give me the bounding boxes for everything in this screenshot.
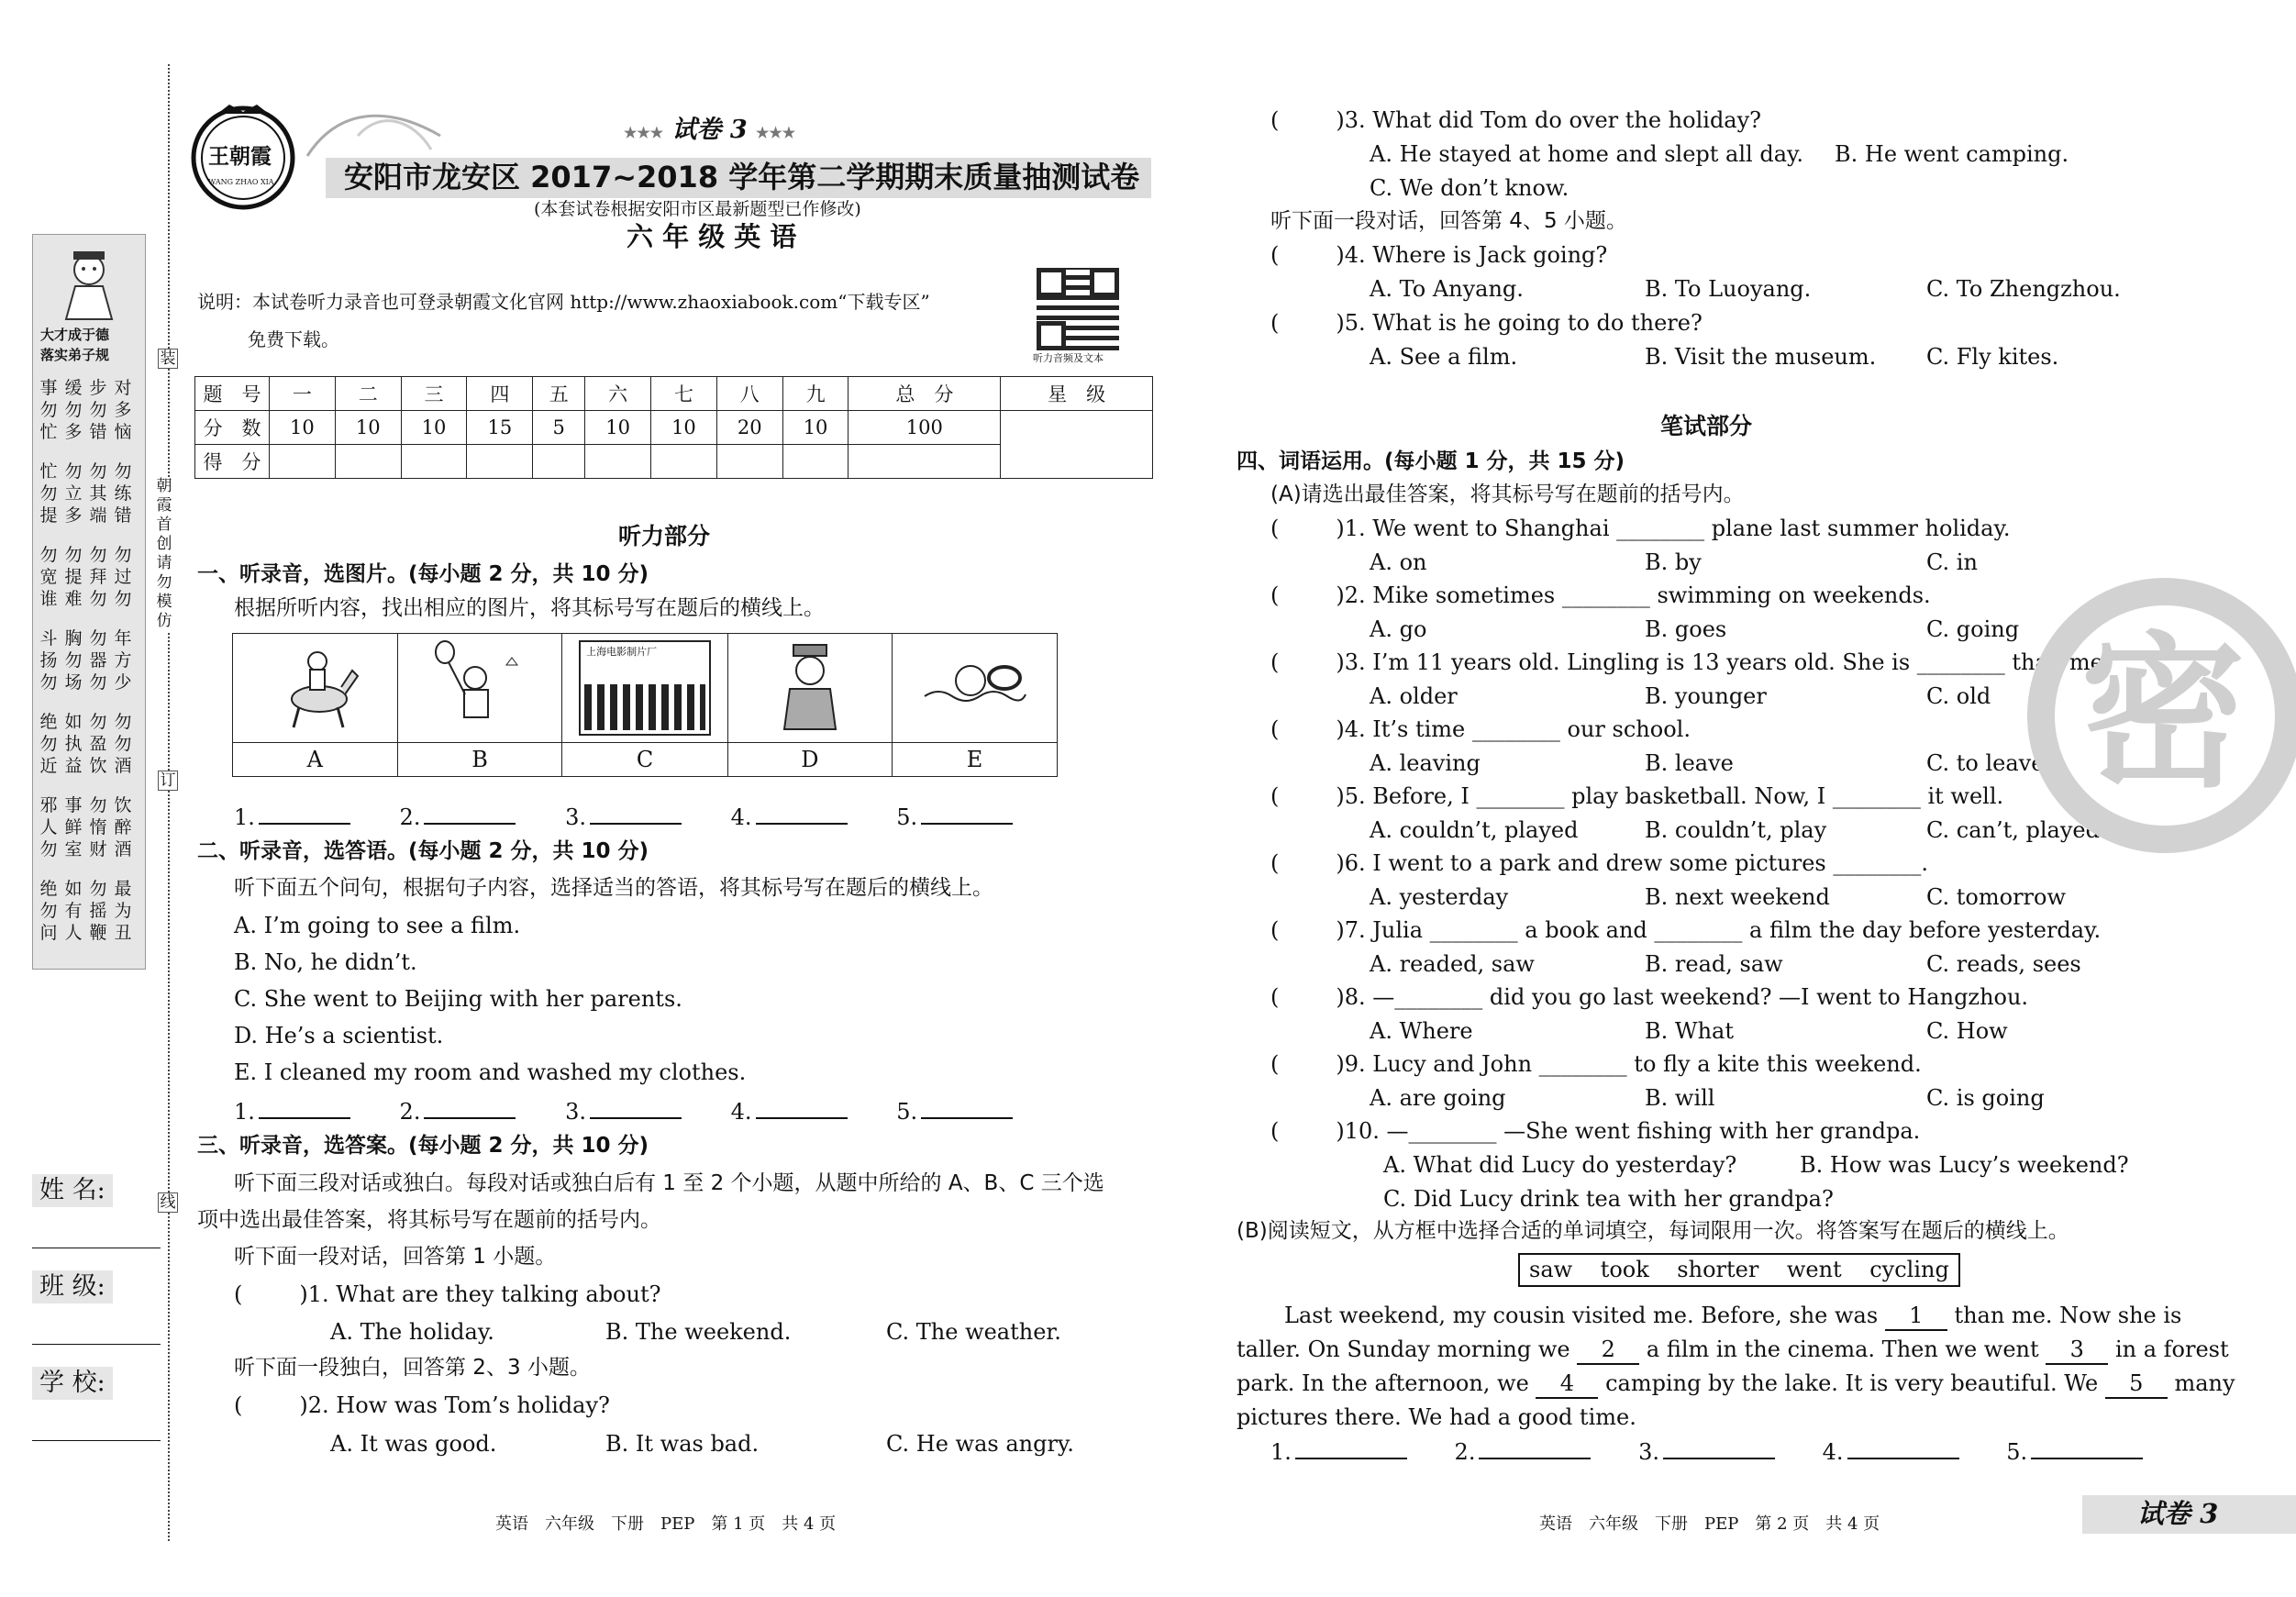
mc-question: ( )6. I went to a park and drew some pictures ________. — [1270, 850, 1928, 876]
answer-num: 3. — [565, 1099, 586, 1125]
question-5-text: 5. What is he going to do there? — [1344, 310, 1703, 336]
mc-option-a: A. are going — [1370, 1085, 1506, 1111]
corner-label: 试卷 3 — [2137, 1498, 2219, 1529]
score-got-cell[interactable] — [782, 445, 849, 479]
passage-text: many — [2174, 1370, 2235, 1396]
q4-option-b: B. To Luoyang. — [1645, 276, 1812, 302]
passage-blank-3[interactable]: 3 — [2046, 1336, 2108, 1365]
mc-option-a: A. yesterday — [1370, 884, 1509, 910]
score-table-row-header — [195, 377, 1153, 411]
mc-question: ( )8. —________ did you go last weekend? —I went to Hangzhou. — [1270, 984, 2029, 1010]
score-got-label: 得 分 — [195, 445, 270, 479]
score-col: 八 — [716, 377, 782, 411]
picture-label: D — [727, 743, 892, 777]
passage-text: Last weekend, my cousin visited me. Before, she was — [1284, 1303, 1879, 1328]
listening-title: 听力部分 — [618, 523, 711, 549]
cinema-picture — [579, 640, 711, 736]
sidebar-motto-1: 大才成于德 — [40, 327, 110, 343]
score-table — [194, 376, 1153, 479]
mc-option-c: C. How — [1926, 1018, 2008, 1044]
score-got-cell[interactable] — [533, 445, 585, 479]
sidebar-rule-column: 绝勿近 — [39, 712, 58, 776]
sidebar-vertical-ding: 订 — [158, 771, 178, 791]
score-col: 七 — [651, 377, 717, 411]
right-page-footer: 英语 六年级 下册 PEP 第 2 页 共 4 页 — [1539, 1514, 1880, 1534]
mc-question: ( )2. Mike sometimes ________ swimming on weekends. — [1270, 582, 1931, 608]
question-4: ( )4. Where is Jack going? — [1270, 242, 1608, 268]
mc-option-c: C. can’t, played — [1926, 817, 2100, 843]
section2-option: A. I’m going to see a film. — [234, 913, 521, 938]
mc-question: ( )9. Lucy and John ________ to fly a kite this weekend. — [1270, 1051, 1922, 1077]
score-points: 20 — [716, 411, 782, 445]
q5-option-c: C. Fly kites. — [1926, 344, 2059, 370]
mc-option-b: B. leave — [1645, 750, 1734, 776]
answer-blank[interactable] — [590, 1099, 682, 1119]
section3-instructions-2: 项中选出最佳答案，将其标号写在题前的括号内。 — [197, 1208, 661, 1232]
question-3-text: 3. What did Tom do over the holiday? — [1344, 107, 1762, 133]
answer-num: 4. — [730, 1099, 752, 1125]
mc-option-b: B. by — [1645, 549, 1702, 575]
section4b-instructions: (B)阅读短文，从方框中选择合适的单词填空，每词限用一次。将答案写在题后的横线上。 — [1237, 1219, 2069, 1243]
section3-title: 三、听录音，选答案。(每小题 2 分，共 10 分) — [197, 1134, 649, 1158]
sidebar-rule-column: 最为丑 — [114, 879, 132, 943]
score-points: 10 — [585, 411, 651, 445]
picture-d-cell — [727, 634, 892, 743]
score-col: 六 — [585, 377, 651, 411]
question-4-text: 4. Where is Jack going? — [1344, 242, 1608, 268]
cinema-seats — [584, 684, 705, 730]
picture-label: A — [233, 743, 398, 777]
mc-option-b: B. couldn’t, play — [1645, 817, 1827, 843]
question-1: ( )1. What are they talking about? — [234, 1281, 661, 1307]
answer-num: 1. — [234, 804, 255, 830]
mc-question-text: 4. It’s time ________ our school. — [1344, 716, 1691, 742]
answer-blank[interactable] — [1847, 1439, 1959, 1459]
section2-option: C. She went to Beijing with her parents. — [234, 986, 682, 1012]
horse-rider-icon — [264, 639, 365, 731]
answer-blank[interactable] — [424, 1099, 516, 1119]
picture-b-cell — [397, 634, 562, 743]
mc-question: ( )7. Julia ________ a book and ________ a film the day before yesterday. — [1270, 917, 2102, 943]
sidebar-rule-column: 绝勿问 — [39, 879, 58, 943]
passage-line-3 — [1237, 1370, 2235, 1399]
mc-question: ( )1. We went to Shanghai ________ plane last summer holiday. — [1270, 516, 2011, 541]
word-box-item: shorter — [1677, 1257, 1759, 1282]
mc-option-b: B. younger — [1645, 683, 1767, 709]
picture-label: C — [562, 743, 727, 777]
mc-question-text: 9. Lucy and John ________ to fly a kite this weekend. — [1344, 1051, 1922, 1077]
answer-num: 4. — [730, 804, 752, 830]
word-box-item: took — [1600, 1257, 1649, 1282]
seal-character: 密 — [2080, 616, 2246, 810]
sidebar-rule-column: 饮醉酒 — [114, 795, 132, 859]
passage-blank-4[interactable]: 4 — [1536, 1370, 1598, 1399]
mc-question-text: 6. I went to a park and drew some pictures ________. — [1344, 850, 1928, 876]
answer-num: 2. — [399, 804, 421, 830]
passage-text: taller. On Sunday morning we — [1237, 1336, 1570, 1362]
exam-title: 安阳市龙安区 2017~2018 学年第二学期期末质量抽测试卷 — [344, 160, 1140, 194]
answer-num: 2. — [1454, 1439, 1476, 1465]
passage-text: a film in the cinema. Then we went — [1646, 1336, 2039, 1362]
picture-e-cell — [893, 634, 1058, 743]
score-got-cell[interactable] — [651, 445, 717, 479]
mc-option-a: A. go — [1370, 616, 1427, 642]
mc-option-c: C. reads, sees — [1926, 951, 2081, 977]
sidebar-vertical-zhuang: 装 — [158, 349, 178, 369]
answer-blank[interactable] — [259, 804, 350, 825]
score-points: 10 — [335, 411, 401, 445]
name-label: 姓 名: — [32, 1174, 113, 1207]
score-points: 10 — [270, 411, 336, 445]
section1-answer-blanks — [234, 804, 1016, 831]
grade-subject: 六 年 级 英 语 — [627, 221, 797, 252]
qr-finder-bl — [1037, 321, 1066, 350]
sidebar-rule-column: 忙勿提 — [39, 461, 58, 526]
sidebar-rule-column: 如执益 — [64, 712, 83, 776]
qr-finder-tl — [1037, 268, 1066, 297]
q4-option-a: A. To Anyang. — [1370, 276, 1524, 302]
sidebar-rule-column: 勿拜勿 — [89, 545, 107, 609]
header-ribbon-decoration — [303, 99, 449, 163]
mc-option-b: B. What — [1645, 1018, 1734, 1044]
sidebar-rule-column: 勿宽谁 — [39, 545, 58, 609]
answer-num: 2. — [399, 1099, 421, 1125]
picture-a-cell — [233, 634, 398, 743]
sidebar-rule-column: 事勿忙 — [39, 378, 58, 442]
score-col: 一 — [270, 377, 336, 411]
score-got-cell[interactable] — [716, 445, 782, 479]
section4a-instructions: (A)请选出最佳答案，将其标号写在题前的括号内。 — [1270, 482, 1745, 506]
score-table-row-points — [195, 411, 1153, 445]
score-total-label: 总 分 — [849, 377, 1001, 411]
score-rank-label: 星 级 — [1001, 377, 1153, 411]
answer-num: 5. — [896, 1099, 918, 1125]
note-line-2: 免费下载。 — [248, 328, 339, 350]
answer-blank[interactable] — [1663, 1439, 1775, 1459]
answer-blank[interactable] — [2031, 1439, 2143, 1459]
score-got-cell[interactable] — [401, 445, 467, 479]
word-box-item: saw — [1529, 1257, 1573, 1282]
picture-c-cell — [562, 634, 727, 743]
score-col: 四 — [467, 377, 533, 411]
score-points: 5 — [533, 411, 585, 445]
q2-option-c: C. He was angry. — [886, 1431, 1074, 1457]
sidebar-rule-column: 勿勿酒 — [114, 712, 132, 776]
series-label — [624, 116, 795, 145]
q5-option-b: B. Visit the museum. — [1645, 344, 1877, 370]
sidebar-rule-column: 勿立多 — [64, 461, 83, 526]
answer-blank[interactable] — [756, 804, 848, 825]
picture-table — [232, 633, 1058, 777]
score-header-label: 题 号 — [195, 377, 270, 411]
sidebar-rule-column: 勿摇鞭 — [89, 879, 107, 943]
picture-label: B — [397, 743, 562, 777]
picture-label-row — [233, 743, 1058, 777]
section3-sub-2: 听下面一段独白，回答第 2、3 小题。 — [234, 1356, 591, 1380]
q10-option-c: C. Did Lucy drink tea with her grandpa? — [1383, 1186, 1834, 1212]
section4-title: 四、词语运用。(每小题 1 分，共 15 分) — [1237, 449, 1625, 473]
school-label: 学 校: — [32, 1367, 113, 1400]
writing-title: 笔试部分 — [1660, 413, 1753, 439]
brand-logo — [188, 101, 298, 211]
sidebar-rule-column: 邪人勿 — [39, 795, 58, 859]
mc-option-b: B. next weekend — [1645, 884, 1830, 910]
question-1-text: 1. What are they talking about? — [307, 1281, 661, 1307]
sidebar-rule-column: 勿练错 — [114, 461, 132, 526]
sidebar-rule-column: 斗扬勿 — [39, 628, 58, 693]
mc-option-b: B. read, saw — [1645, 951, 1783, 977]
passage-blank-2[interactable]: 2 — [1577, 1336, 1639, 1365]
sidebar-rule-column: 事鲜室 — [64, 795, 83, 859]
score-col: 五 — [533, 377, 585, 411]
q2-option-b: B. It was bad. — [605, 1431, 760, 1457]
q1-option-b: B. The weekend. — [605, 1319, 792, 1345]
answer-num: 5. — [896, 804, 918, 830]
mc-option-c: C. old — [1926, 683, 1991, 709]
q4-option-c: C. To Zhengzhou. — [1926, 276, 2121, 302]
swimmer-icon — [920, 639, 1030, 731]
brand-en: WANG ZHAO XIA — [208, 178, 274, 186]
policeman-icon — [764, 639, 856, 731]
qr-caption: 听力音频及文本 — [1033, 352, 1104, 364]
answer-blank[interactable] — [259, 1099, 350, 1119]
sidebar-vertical-xian: 线 — [158, 1192, 178, 1213]
score-total-points: 100 — [849, 411, 1001, 445]
score-col: 三 — [401, 377, 467, 411]
qr-finder-tr — [1090, 268, 1119, 297]
mc-option-a: A. on — [1370, 549, 1427, 575]
mc-question: ( )3. I’m 11 years old. Lingling is 13 years old. She is ________ than me. — [1270, 649, 2111, 675]
answer-num: 3. — [1638, 1439, 1659, 1465]
q3-option-c: C. We don’t know. — [1370, 175, 1569, 201]
mc-option-a: A. readed, saw — [1370, 951, 1535, 977]
mc-option-b: B. goes — [1645, 616, 1727, 642]
qr-code[interactable] — [1037, 268, 1119, 350]
sidebar-rule-column: 年方少 — [114, 628, 132, 693]
mc-question-text: 5. Before, I ________ play basketball. Now, I ________ it well. — [1344, 783, 2004, 809]
word-box-item: went — [1786, 1257, 1842, 1282]
score-points: 10 — [401, 411, 467, 445]
section3-sub-3: 听下面一段对话，回答第 4、5 小题。 — [1270, 209, 1627, 233]
mc-question-text: 8. —________ did you go last weekend? —I went to Hangzhou. — [1344, 984, 2029, 1010]
section4b-answer-blanks — [1270, 1439, 2146, 1466]
q10-option-a: A. What did Lucy do yesterday? — [1383, 1152, 1737, 1178]
picture-label: E — [893, 743, 1058, 777]
passage-line-4: pictures there. We had a good time. — [1237, 1404, 1636, 1430]
note-line-1: 说明：本试卷听力录音也可登录朝霞文化官网 http://www.zhaoxiabook.com“下载专区” — [197, 291, 930, 313]
answer-blank[interactable] — [424, 804, 516, 825]
section2-option: D. He’s a scientist. — [234, 1023, 444, 1048]
q2-option-a: A. It was good. — [330, 1431, 497, 1457]
sidebar-rule-column: 勿器勿 — [89, 628, 107, 693]
sidebar-rule-column: 缓勿多 — [64, 378, 83, 442]
mc-option-a: A. Where — [1370, 1018, 1473, 1044]
passage-blank-1[interactable]: 1 — [1885, 1303, 1947, 1331]
score-got-cell[interactable] — [585, 445, 651, 479]
mc-question-10: ( )10. —________ —She went fishing with her grandpa. — [1270, 1118, 1921, 1144]
score-points: 10 — [782, 411, 849, 445]
sidebar-rule-column: 勿其端 — [89, 461, 107, 526]
section1-instructions: 根据所听内容，找出相应的图片，将其标号写在题后的横线上。 — [234, 596, 825, 620]
score-got-cell[interactable] — [467, 445, 533, 479]
answer-blank[interactable] — [756, 1099, 848, 1119]
section2-option: B. No, he didn’t. — [234, 949, 417, 975]
sidebar-rule-column: 胸勿场 — [64, 628, 83, 693]
q5-option-a: A. See a film. — [1370, 344, 1518, 370]
passage-blank-5[interactable]: 5 — [2105, 1370, 2168, 1399]
mc-option-a: A. older — [1370, 683, 1458, 709]
score-points: 15 — [467, 411, 533, 445]
mc-option-c: C. to leave — [1926, 750, 2045, 776]
passage-line-1 — [1284, 1303, 2181, 1331]
passage-text: than me. Now she is — [1954, 1303, 2182, 1328]
sidebar-motto-panel — [32, 234, 146, 970]
score-got-cell[interactable] — [335, 445, 401, 479]
section3-sub-1: 听下面一段对话，回答第 1 小题。 — [234, 1245, 557, 1269]
mc-question: ( )4. It’s time ________ our school. — [1270, 716, 1691, 742]
section2-title: 二、听录音，选答语。(每小题 2 分，共 10 分) — [197, 839, 649, 863]
word-box — [1518, 1253, 1960, 1287]
answer-num: 3. — [565, 804, 586, 830]
brand-name: 王朝霞 — [208, 144, 272, 169]
question-2-text: 2. How was Tom’s holiday? — [307, 1392, 610, 1418]
answer-num: 1. — [234, 1099, 255, 1125]
cinema-sign: 上海电影制片厂 — [586, 646, 658, 658]
mc-question-text: 1. We went to Shanghai ________ plane last summer holiday. — [1344, 516, 2011, 541]
score-col: 二 — [335, 377, 401, 411]
scholar-illustration — [50, 244, 128, 323]
mc-option-c: C. is going — [1926, 1085, 2045, 1111]
q1-option-c: C. The weather. — [886, 1319, 1061, 1345]
mc-option-c: C. tomorrow — [1926, 884, 2067, 910]
passage-line-2 — [1237, 1336, 2229, 1365]
mc-question-text: 10. —________ —She went fishing with her grandpa. — [1344, 1118, 1921, 1144]
series-text: 试卷 3 — [671, 116, 748, 144]
q1-option-a: A. The holiday. — [330, 1319, 494, 1345]
answer-blank[interactable] — [590, 804, 682, 825]
star-icon: ★★★ — [624, 124, 664, 141]
sidebar-vertical-copyright: 朝霞首创 请勿模仿 — [154, 477, 174, 631]
secret-seal-watermark — [2027, 578, 2296, 853]
q10-option-b: B. How was Lucy’s weekend? — [1800, 1152, 2129, 1178]
school-field[interactable] — [32, 1440, 161, 1441]
mc-option-c: C. in — [1926, 549, 1978, 575]
sidebar-motto-2: 落实弟子规 — [40, 347, 110, 363]
answer-blank[interactable] — [1479, 1439, 1591, 1459]
mc-question-text: 2. Mike sometimes ________ swimming on weekends. — [1344, 582, 1931, 608]
left-page-footer: 英语 六年级 下册 PEP 第 1 页 共 4 页 — [495, 1514, 837, 1534]
mc-question: ( )5. Before, I ________ play basketball. Now, I ________ it well. — [1270, 783, 2004, 809]
star-icon: ★★★ — [756, 124, 796, 141]
sidebar-rule-column: 勿过勿 — [114, 545, 132, 609]
class-label: 班 级: — [32, 1270, 113, 1303]
passage-text: park. In the afternoon, we — [1237, 1370, 1529, 1396]
sidebar-rules-grid — [39, 377, 139, 964]
mc-option-b: B. will — [1645, 1085, 1715, 1111]
section2-instructions: 听下面五个问句，根据句子内容，选择适当的答语，将其标号写在题后的横线上。 — [234, 876, 993, 900]
answer-blank[interactable] — [1295, 1439, 1407, 1459]
section1-title: 一、听录音，选图片。(每小题 2 分，共 10 分) — [197, 562, 649, 586]
section3-instructions-1: 听下面三段对话或独白。每段对话或独白后有 1 至 2 个小题，从题中所给的 A、B、C 三个选 — [234, 1171, 1104, 1195]
sidebar-rule-column: 勿惰财 — [89, 795, 107, 859]
badminton-player-icon — [425, 639, 535, 731]
answer-blank[interactable] — [921, 804, 1013, 825]
class-field[interactable] — [32, 1344, 161, 1345]
passage-text: in a forest — [2114, 1336, 2229, 1362]
mc-option-a: A. couldn’t, played — [1370, 817, 1579, 843]
mc-question-text: 3. I’m 11 years old. Lingling is 13 years old. She is ________ than me. — [1344, 649, 2111, 675]
score-rank-cell[interactable] — [1001, 411, 1153, 479]
sidebar-rule-column: 步勿错 — [89, 378, 107, 442]
exam-subtitle: (本套试卷根据安阳市区最新题型已作修改) — [534, 199, 861, 219]
sidebar-rule-column: 对多恼 — [114, 378, 132, 442]
score-col: 九 — [782, 377, 849, 411]
score-points: 10 — [651, 411, 717, 445]
q3-option-a: A. He stayed at home and slept all day. — [1370, 141, 1804, 167]
mc-option-c: C. going — [1926, 616, 2020, 642]
mc-option-a: A. leaving — [1370, 750, 1481, 776]
answer-num: 4. — [1822, 1439, 1844, 1465]
score-points-label: 分 数 — [195, 411, 270, 445]
sidebar-rule-column: 如有人 — [64, 879, 83, 943]
q3-option-b: B. He went camping. — [1835, 141, 2069, 167]
score-got-cell[interactable] — [849, 445, 1001, 479]
question-2: ( )2. How was Tom’s holiday? — [234, 1392, 610, 1418]
answer-num: 1. — [1270, 1439, 1292, 1465]
section2-answer-blanks — [234, 1099, 1016, 1126]
question-5: ( )5. What is he going to do there? — [1270, 310, 1703, 336]
mc-question-text: 7. Julia ________ a book and ________ a film the day before yesterday. — [1344, 917, 2102, 943]
passage-text: camping by the lake. It is very beautiful. We — [1605, 1370, 2099, 1396]
binding-margin-line — [168, 64, 170, 1541]
answer-blank[interactable] — [921, 1099, 1013, 1119]
sidebar-rule-column: 勿提难 — [64, 545, 83, 609]
picture-row — [233, 634, 1058, 743]
question-3: ( )3. What did Tom do over the holiday? — [1270, 107, 1762, 133]
sidebar-rule-column: 勿盈饮 — [89, 712, 107, 776]
answer-num: 5. — [2006, 1439, 2028, 1465]
section2-option: E. I cleaned my room and washed my clothes. — [234, 1059, 747, 1085]
word-box-item: cycling — [1869, 1257, 1949, 1282]
score-got-cell[interactable] — [270, 445, 336, 479]
